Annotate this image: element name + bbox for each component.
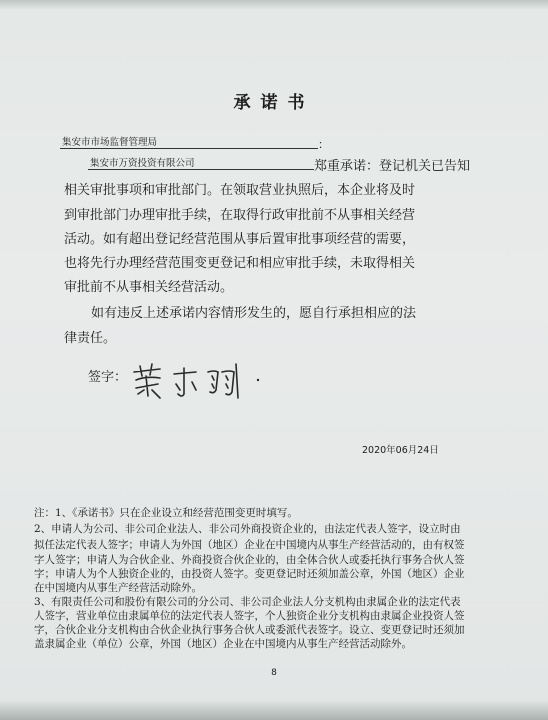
body-line: 审批前不从事相关经营活动。 — [64, 280, 234, 295]
body-line: 也将先行办理经营范围变更登记和相应审批手续，未取得相关 — [64, 256, 416, 271]
note-line: 注：1、《承诺书》只在企业设立和经营范围变更时填写。 — [34, 507, 298, 519]
note-line: 字，合伙企业分支机构由合伙企业执行事务合伙人或委派代表签字。设立、变更登记时还须加 — [34, 624, 465, 636]
body-line: 活动。如有超出登记经营范围从事后置审批事项经营的需要， — [64, 232, 416, 247]
note-line: 字；申请人为个人独资企业的，由投资人签字。变更登记时还须加盖公章，外国（地区）企业 — [34, 568, 465, 580]
note-line: 字人签字；申请人为合伙企业、外商投资合伙企业的，由全体合伙人或委托执行事务合伙人签 — [34, 554, 465, 566]
note-line: 拟任法定代表人签字；申请人为外国（地区）企业在中国境内从事生产经营活动的，由有权签 — [34, 539, 465, 551]
body-line: 相关审批事项和审批部门。在领取营业执照后，本企业将及时 — [64, 183, 416, 198]
note-line: 人签字，营业单位由隶属单位的法定代表人签字，个人独资企业分支机构由隶属企业投资人签 — [34, 610, 465, 622]
company-name: 集安市万资投资有限公司 — [90, 158, 195, 169]
addressee-colon: ： — [318, 138, 329, 151]
liability-line: 如有违反上述承诺内容情形发生的，愿自行承担相应的法 — [91, 306, 417, 321]
addressee-underline — [60, 148, 318, 149]
document-title: 承诺书 — [233, 93, 315, 113]
note-line: 3、有限责任公司和股份有限公司的分公司、非公司企业法人分支机构由隶属企业的法定代表 — [34, 596, 461, 608]
scan-shadow-bottom — [0, 700, 548, 720]
note-line: 在中国境内从事生产经营活动除外。 — [34, 582, 202, 594]
addressee: 集安市市场监督管理局 — [62, 137, 158, 148]
company-underline — [88, 169, 314, 170]
scan-shadow — [0, 0, 548, 10]
body-line: 郑重承诺：登记机关已告知 — [314, 159, 471, 174]
date: 2020年06月24日 — [362, 445, 439, 456]
body-line: 到审批部门办理审批手续，在取得行政审批前不从事相关经营 — [64, 208, 416, 223]
note-line: 盖隶属企业（单位）公章，外国（地区）企业在中国境内从事生产经营活动除外。 — [34, 638, 412, 650]
signature-label: 签字： — [88, 370, 128, 385]
liability-line: 律责任。 — [64, 331, 117, 346]
page-number: 8 — [271, 668, 277, 678]
handwritten-signature — [130, 360, 270, 402]
note-line: 2、申请人为公司、非公司企业法人、非公司外商投资企业的，由法定代表人签字，设立时由 — [34, 523, 461, 535]
